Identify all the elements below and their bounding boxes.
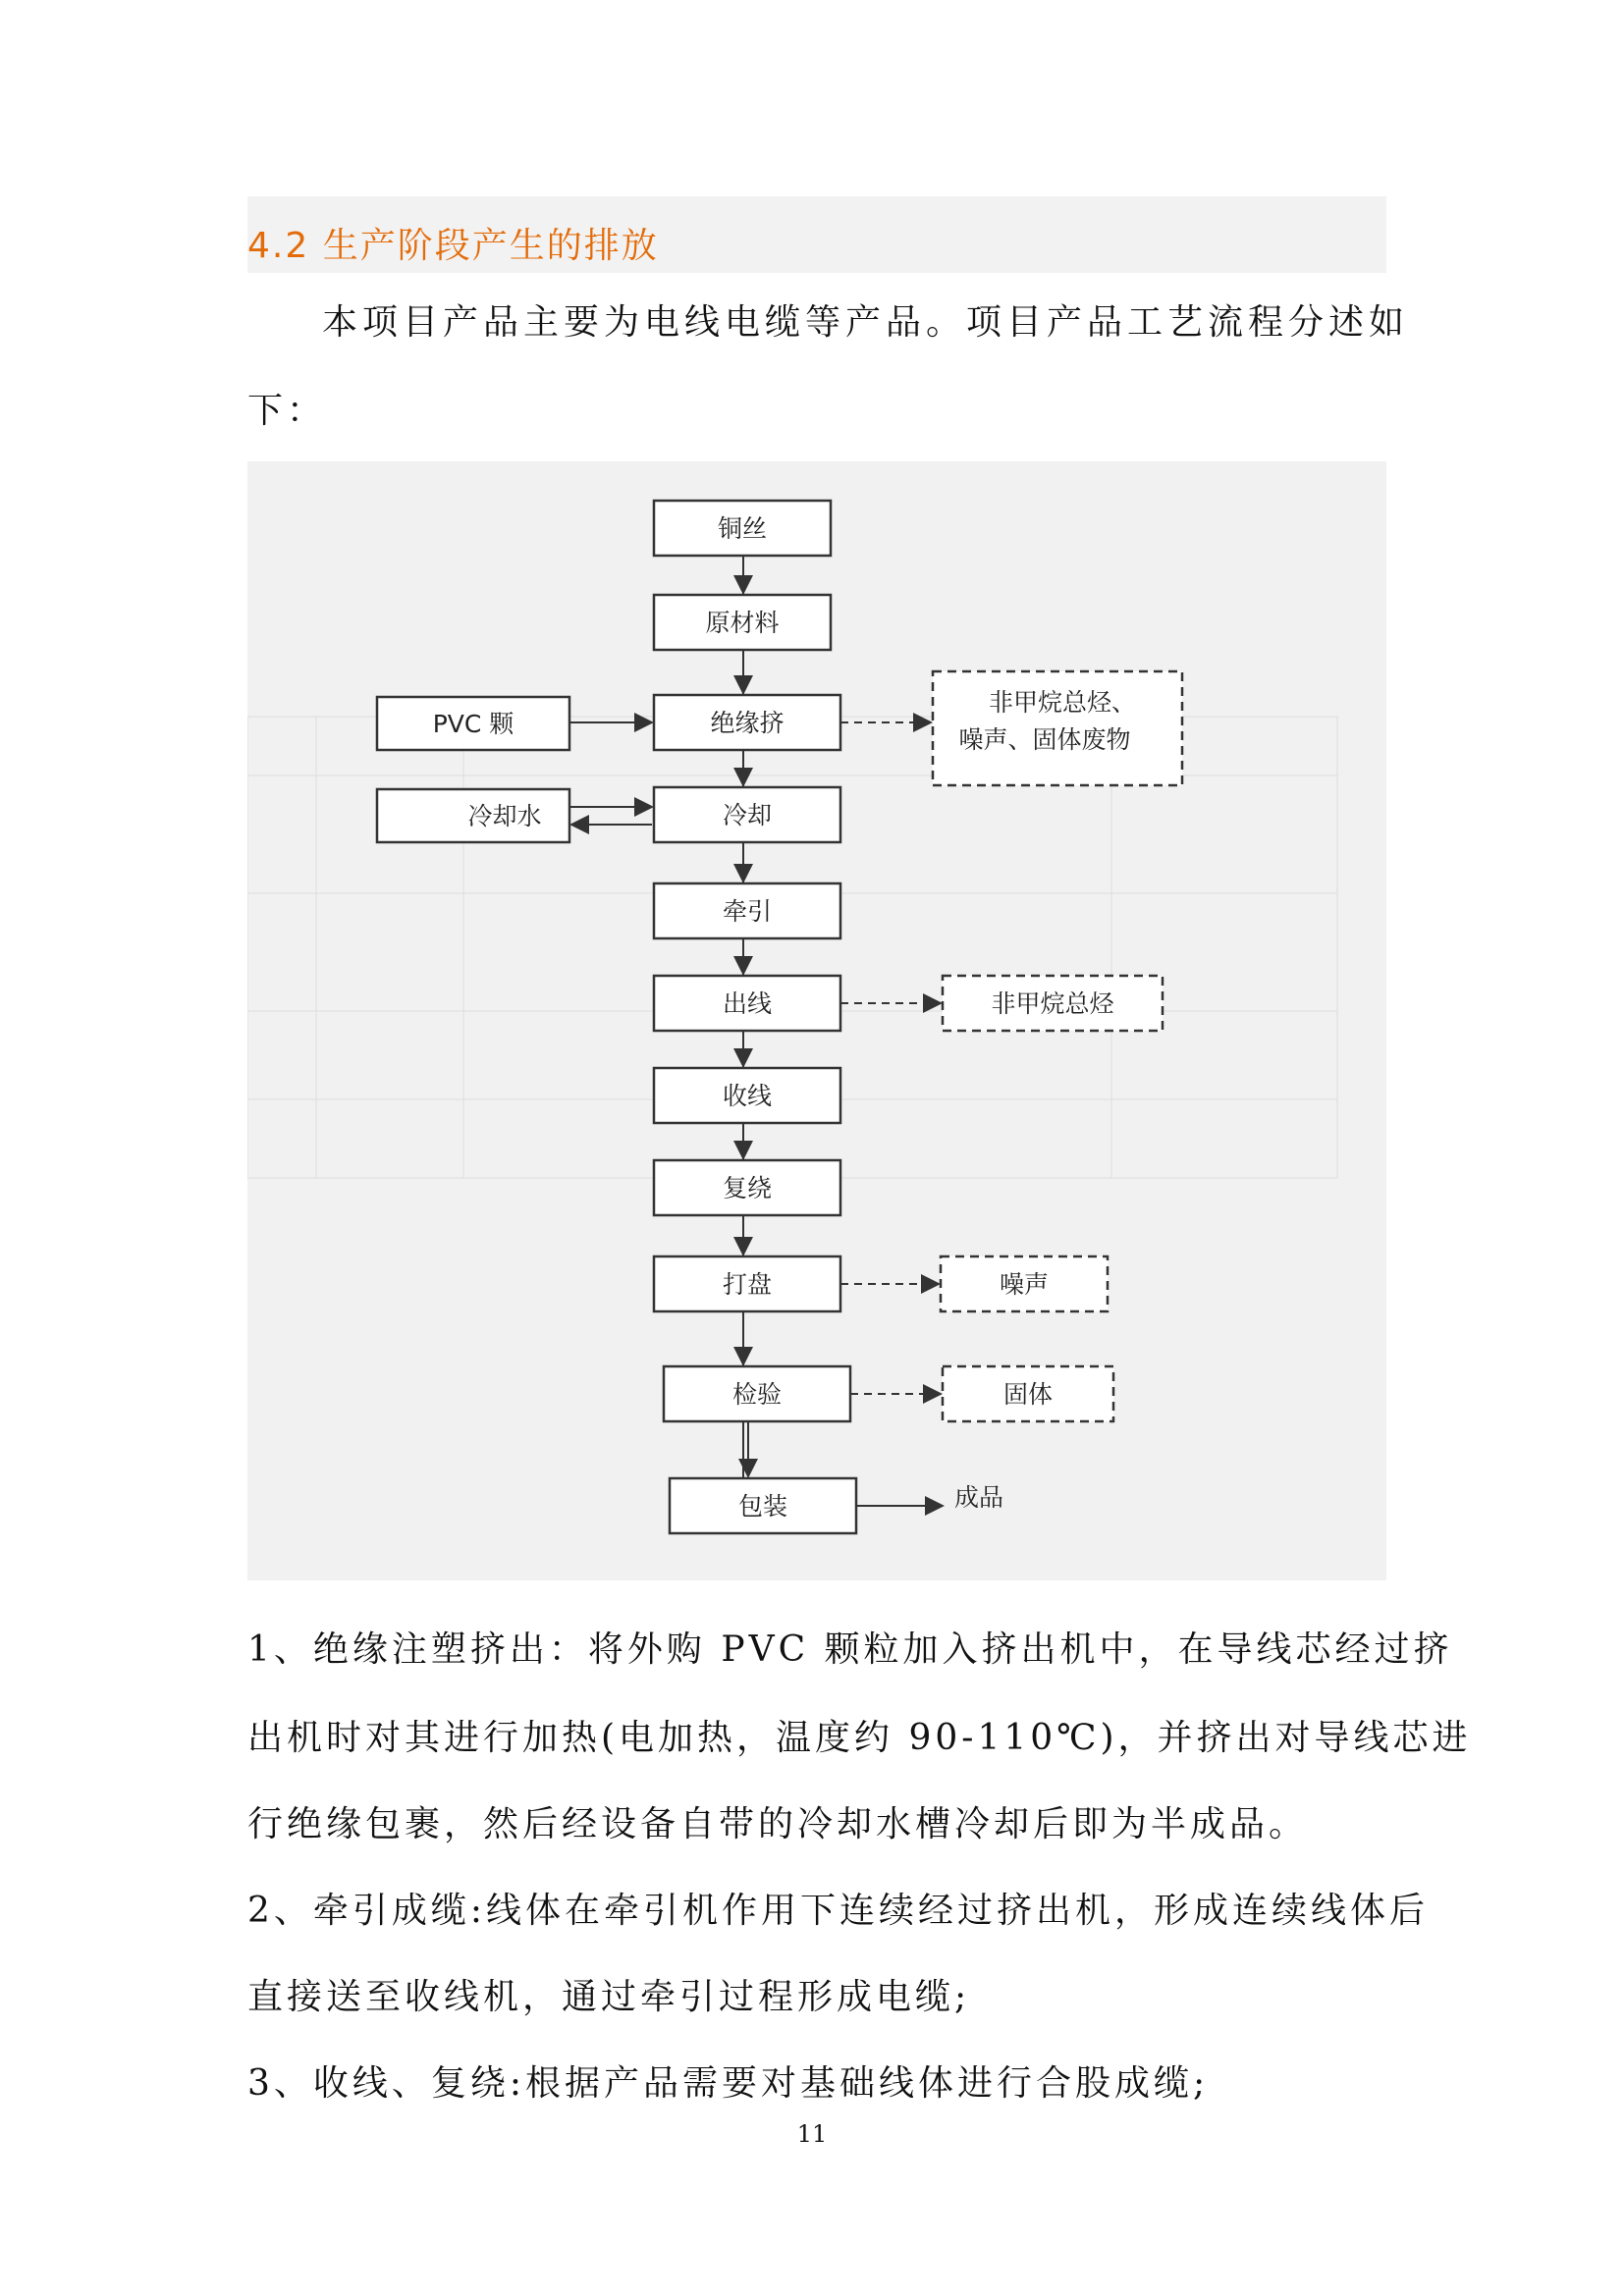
emission-label: 非甲烷总烃 (991, 989, 1114, 1018)
intro-line-1: 本项目产品主要为电线电缆等产品。项目产品工艺流程分述如 (322, 302, 1410, 343)
flow-node-coiling (654, 1256, 840, 1311)
paragraph-line-3: 行绝缘包裹，然后经设备自带的冷却水槽冷却后即为半成品。 (247, 1804, 1309, 1844)
flow-node-raw-material (654, 595, 831, 650)
paragraph-line-1: 1、绝缘注塑挤出：将外购 PVC 颗粒加入挤出机中，在导线芯经过挤 (247, 1629, 1453, 1670)
node-label: 打盘 (722, 1270, 773, 1299)
emission-label: 噪声 (999, 1270, 1050, 1299)
emission-extrusion (933, 671, 1182, 785)
node-label: PVC 颗 (432, 710, 514, 738)
node-label: 出线 (722, 989, 773, 1018)
page-number: 11 (796, 2120, 828, 2148)
node-label: 冷却 (722, 801, 773, 829)
emission-label: 固体 (1002, 1380, 1054, 1409)
paragraph-line-2: 出机时对其进行加热(电加热，温度约 90-110℃)，并挤出对导线芯进 (247, 1718, 1472, 1758)
process-flow-figure (247, 461, 1386, 1580)
emission-inspection (943, 1366, 1113, 1421)
flow-input-pvc (377, 697, 569, 750)
flow-input-cooling-water (377, 789, 569, 842)
emission-coiling (941, 1256, 1108, 1311)
paragraph-line-4: 2、牵引成缆:线体在牵引机作用下连续经过挤出机，形成连续线体后 (247, 1891, 1430, 1931)
emission-label-1: 非甲烷总烃、 (988, 688, 1137, 717)
emission-label-2: 噪声、固体废物 (958, 725, 1131, 754)
node-label: 检验 (731, 1380, 783, 1409)
flow-node-outlet (654, 976, 840, 1031)
product-label: 成品 (954, 1483, 1004, 1512)
flow-node-take-up (654, 1068, 840, 1123)
section-heading: 4.2 生产阶段产生的排放 (247, 226, 659, 266)
node-label: 绝缘挤 (710, 709, 785, 737)
flowchart-svg (247, 461, 1386, 1580)
flow-node-rewinding (654, 1160, 840, 1215)
paragraph-line-6: 3、收线、复绕:根据产品需要对基础线体进行合股成缆; (247, 2063, 1210, 2104)
flow-node-extrusion (654, 695, 840, 750)
node-label: 牵引 (722, 897, 773, 926)
flow-node-copper (654, 501, 831, 556)
paragraph-line-5: 直接送至收线机，通过牵引过程形成电缆; (247, 1977, 971, 2017)
flow-node-cooling (654, 787, 840, 842)
node-label: 收线 (722, 1082, 773, 1110)
node-label: 包装 (737, 1492, 788, 1521)
intro-line-2: 下： (247, 391, 327, 431)
flow-node-inspection (664, 1366, 850, 1421)
emission-outlet (943, 976, 1163, 1031)
flow-node-traction (654, 883, 840, 938)
node-label: 复绕 (722, 1174, 773, 1202)
flow-node-packing (670, 1478, 856, 1533)
node-label: 冷却水 (467, 802, 542, 830)
node-label: 铜丝 (717, 514, 768, 543)
node-label: 原材料 (705, 609, 780, 637)
